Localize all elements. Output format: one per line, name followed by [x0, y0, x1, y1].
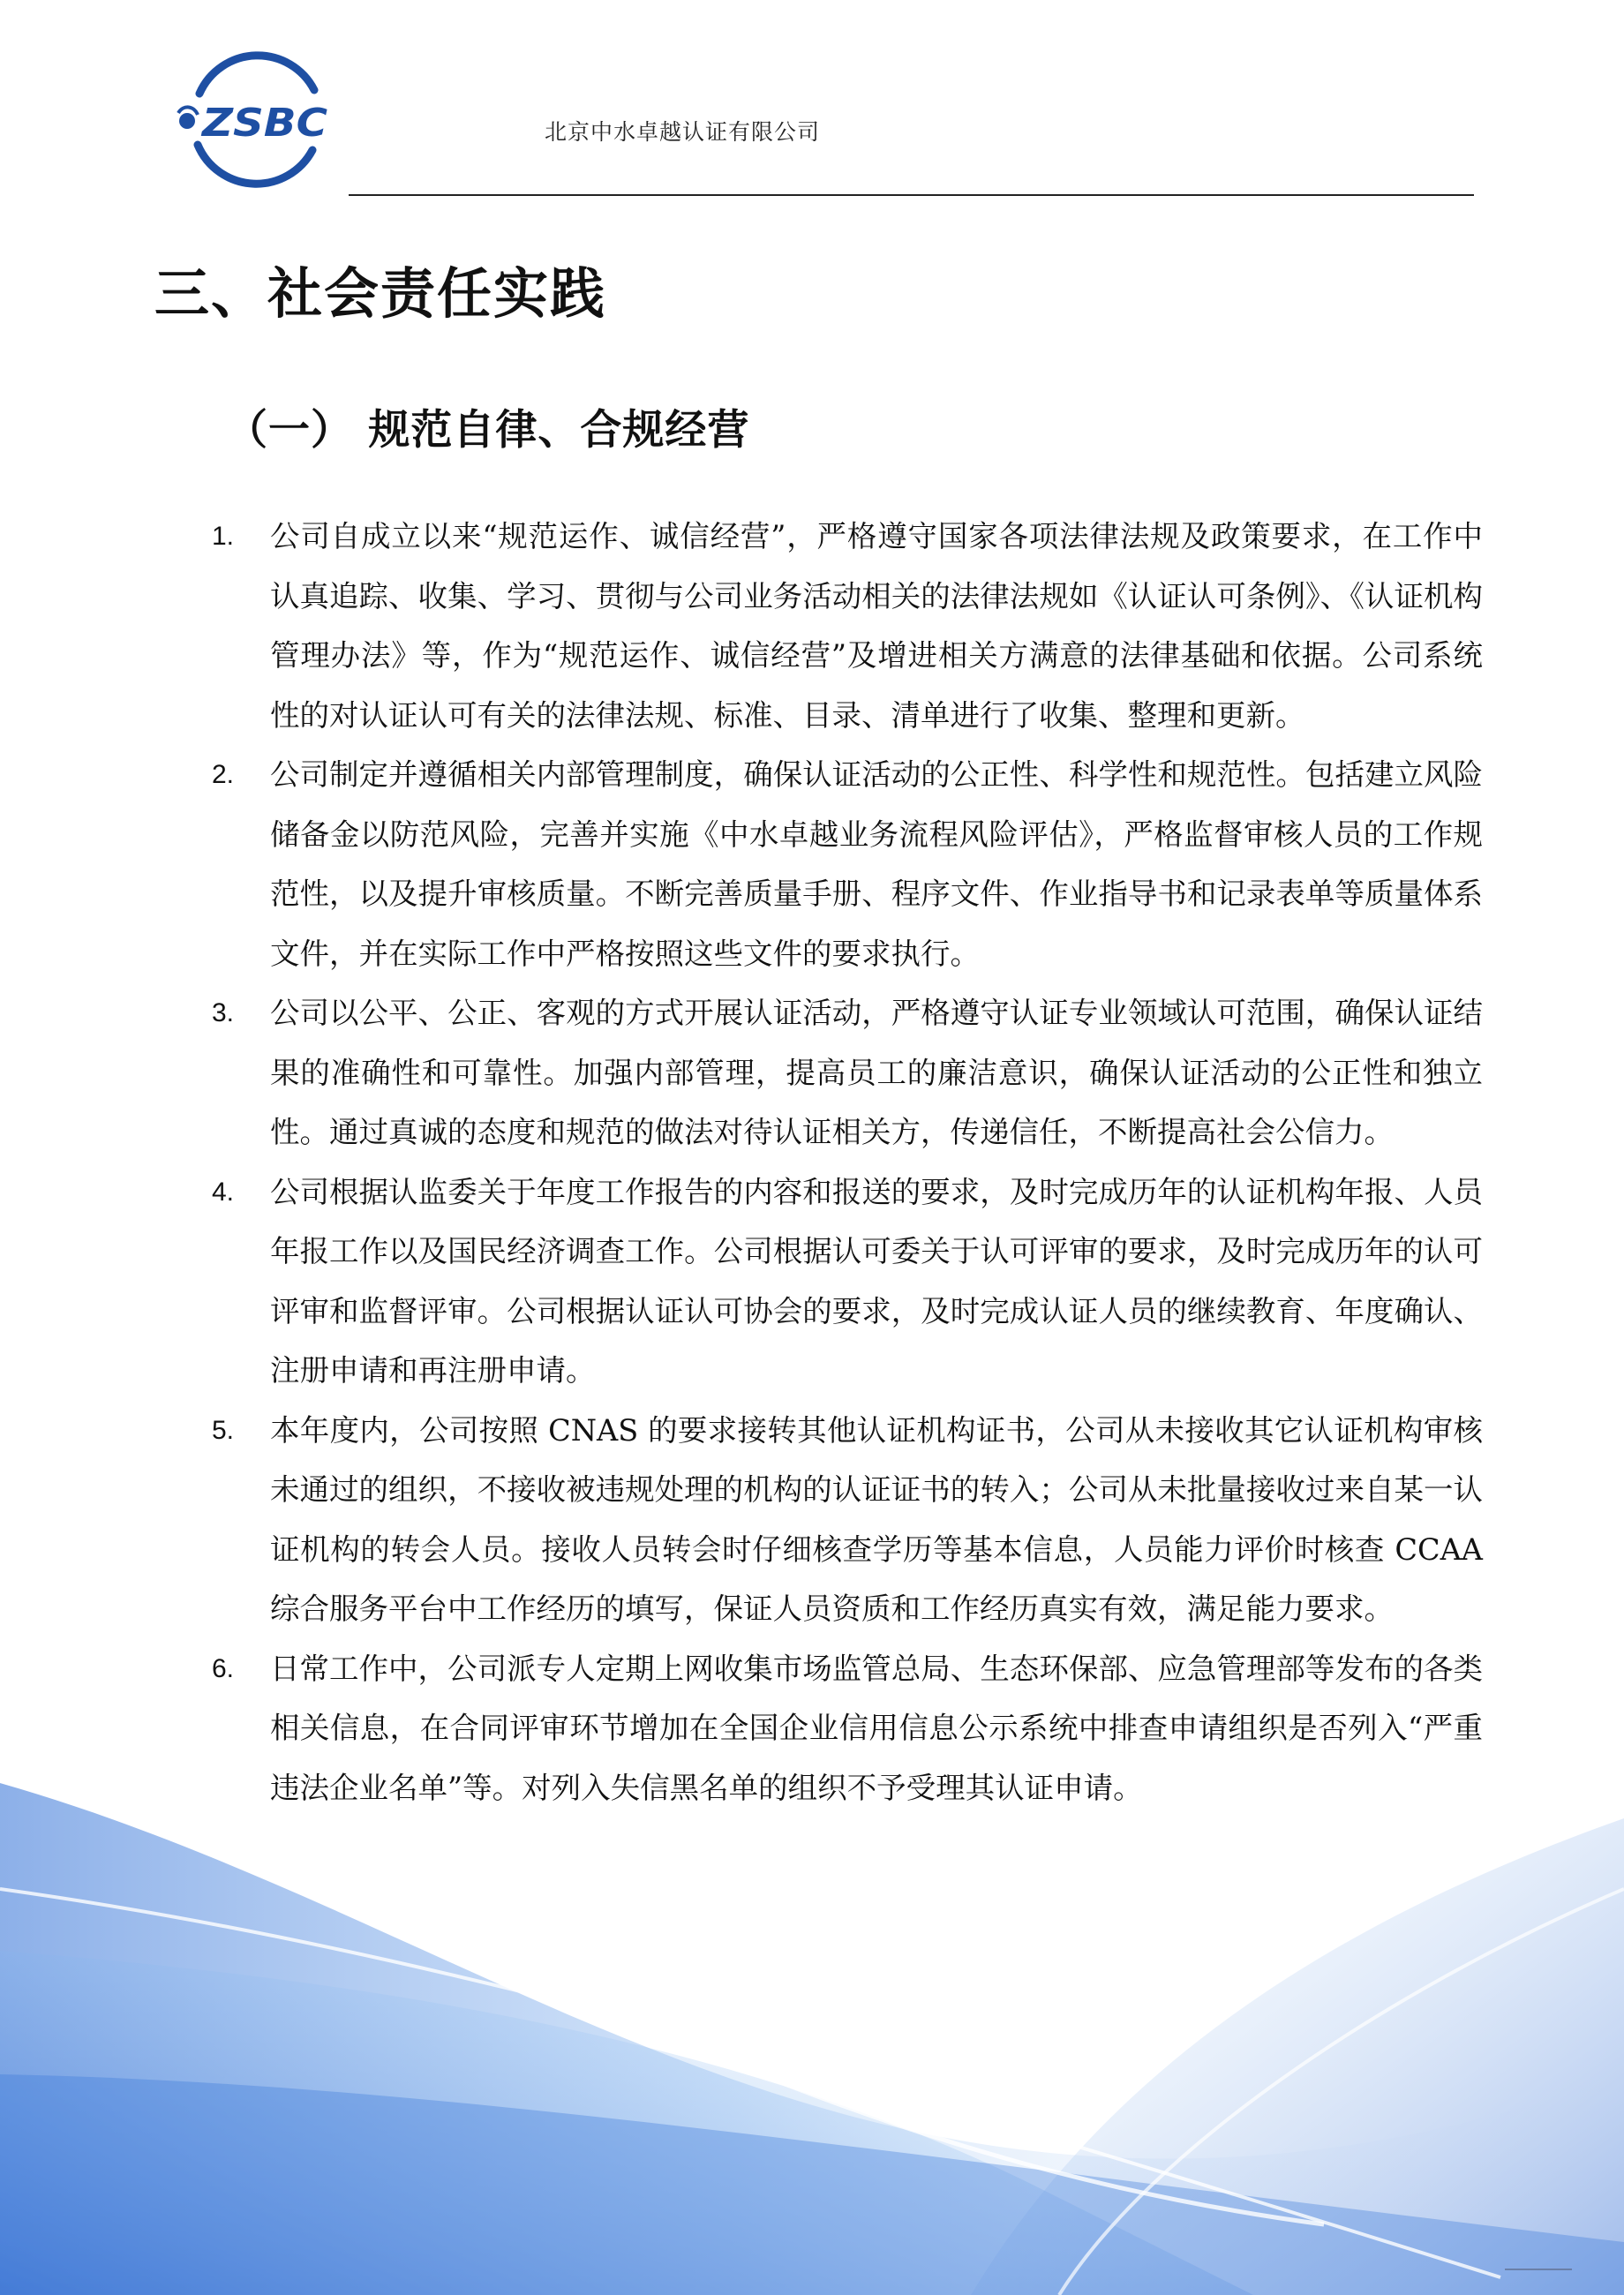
section-heading: （一） 规范自律、合规经营: [226, 406, 750, 455]
logo-wordmark: ZSBC: [199, 101, 327, 146]
list-item-number: 6.: [212, 1653, 235, 1683]
list-item: [212, 1639, 1483, 1818]
list-item-number: 2.: [212, 760, 235, 789]
chapter-title: 三、社会责任实践: [154, 261, 607, 326]
list-item: [212, 983, 1483, 1163]
list-item-text: 公司自成立以来“规范运作、诚信经营”，严格遵守国家各项法律法规及政策要求，在工作中认真追踪、收集、学习、贯彻与公司业务活动相关的法律法规如《认证认可条例》、《认证机构管理办法》等，作为“规范运作、诚信经营”及增进相关方满意的法律基础和依据。公司系统性的对认证认可有关的法律法规、标准、目录、清单进行了收集、整理和更新。: [270, 519, 1483, 733]
list-item: [212, 745, 1483, 983]
list-item: [212, 1401, 1483, 1639]
list-item-text: 日常工作中，公司派专人定期上网收集市场监管总局、生态环保部、应急管理部等发布的各类相关信息，在合同评审环节增加在全国企业信用信息公示系统中排查申请组织是否列入“严重违法企业名单”等。对列入失信黑名单的组织不予受理其认证申请。: [270, 1651, 1483, 1805]
list-item-text: 公司以公平、公正、客观的方式开展认证活动，严格遵守认证专业领域认可范围，确保认证结果的准确性和可靠性。加强内部管理，提高员工的廉洁意识，确保认证活动的公正性和独立性。通过真诚的态度和规范的做法对待认证相关方，传递信任，不断提高社会公信力。: [270, 996, 1483, 1149]
list-item-text: 公司根据认监委关于年度工作报告的内容和报送的要求，及时完成历年的认证机构年报、人员年报工作以及国民经济调查工作。公司根据认可委关于认可评审的要求，及时完成历年的认可评审和监督评审。公司根据认证认可协会的要求，及时完成认证人员的继续教育、年度确认、注册申请和再注册申请。: [270, 1174, 1483, 1388]
list-item-text: 公司制定并遵循相关内部管理制度，确保认证活动的公正性、科学性和规范性。包括建立风险储备金以防范风险，完善并实施《中水卓越业务流程风险评估》，严格监督审核人员的工作规范性，以及提升审核质量。不断完善质量手册、程序文件、作业指导书和记录表单等质量体系文件，并在实际工作中严格按照这些文件的要求执行。: [270, 757, 1483, 971]
zsbc-logo: [173, 51, 337, 189]
list-item-number: 1.: [212, 522, 235, 551]
list-item-number: 3.: [212, 998, 235, 1027]
header-divider: [349, 194, 1474, 196]
compliance-list: [212, 507, 1483, 1817]
list-item-number: 5.: [212, 1415, 235, 1445]
list-item-number: 4.: [212, 1177, 235, 1207]
list-item: [212, 1163, 1483, 1401]
list-item-text: 本年度内，公司按照 CNAS 的要求接转其他认证机构证书，公司从未接收其它认证机构审核未通过的组织，不接收被违规处理的机构的认证证书的转入；公司从未批量接收过来自某一认证机构的转会人员。接收人员转会时仔细核查学历等基本信息，人员能力评价时核查 CCAA 综合服务平台中工作经历的填写，保证人员资质和工作经历真实有效，满足能力要求。: [270, 1412, 1483, 1626]
footer-mark: [1505, 2269, 1572, 2270]
company-name: 北京中水卓越认证有限公司: [545, 119, 821, 145]
list-item: [212, 507, 1483, 745]
